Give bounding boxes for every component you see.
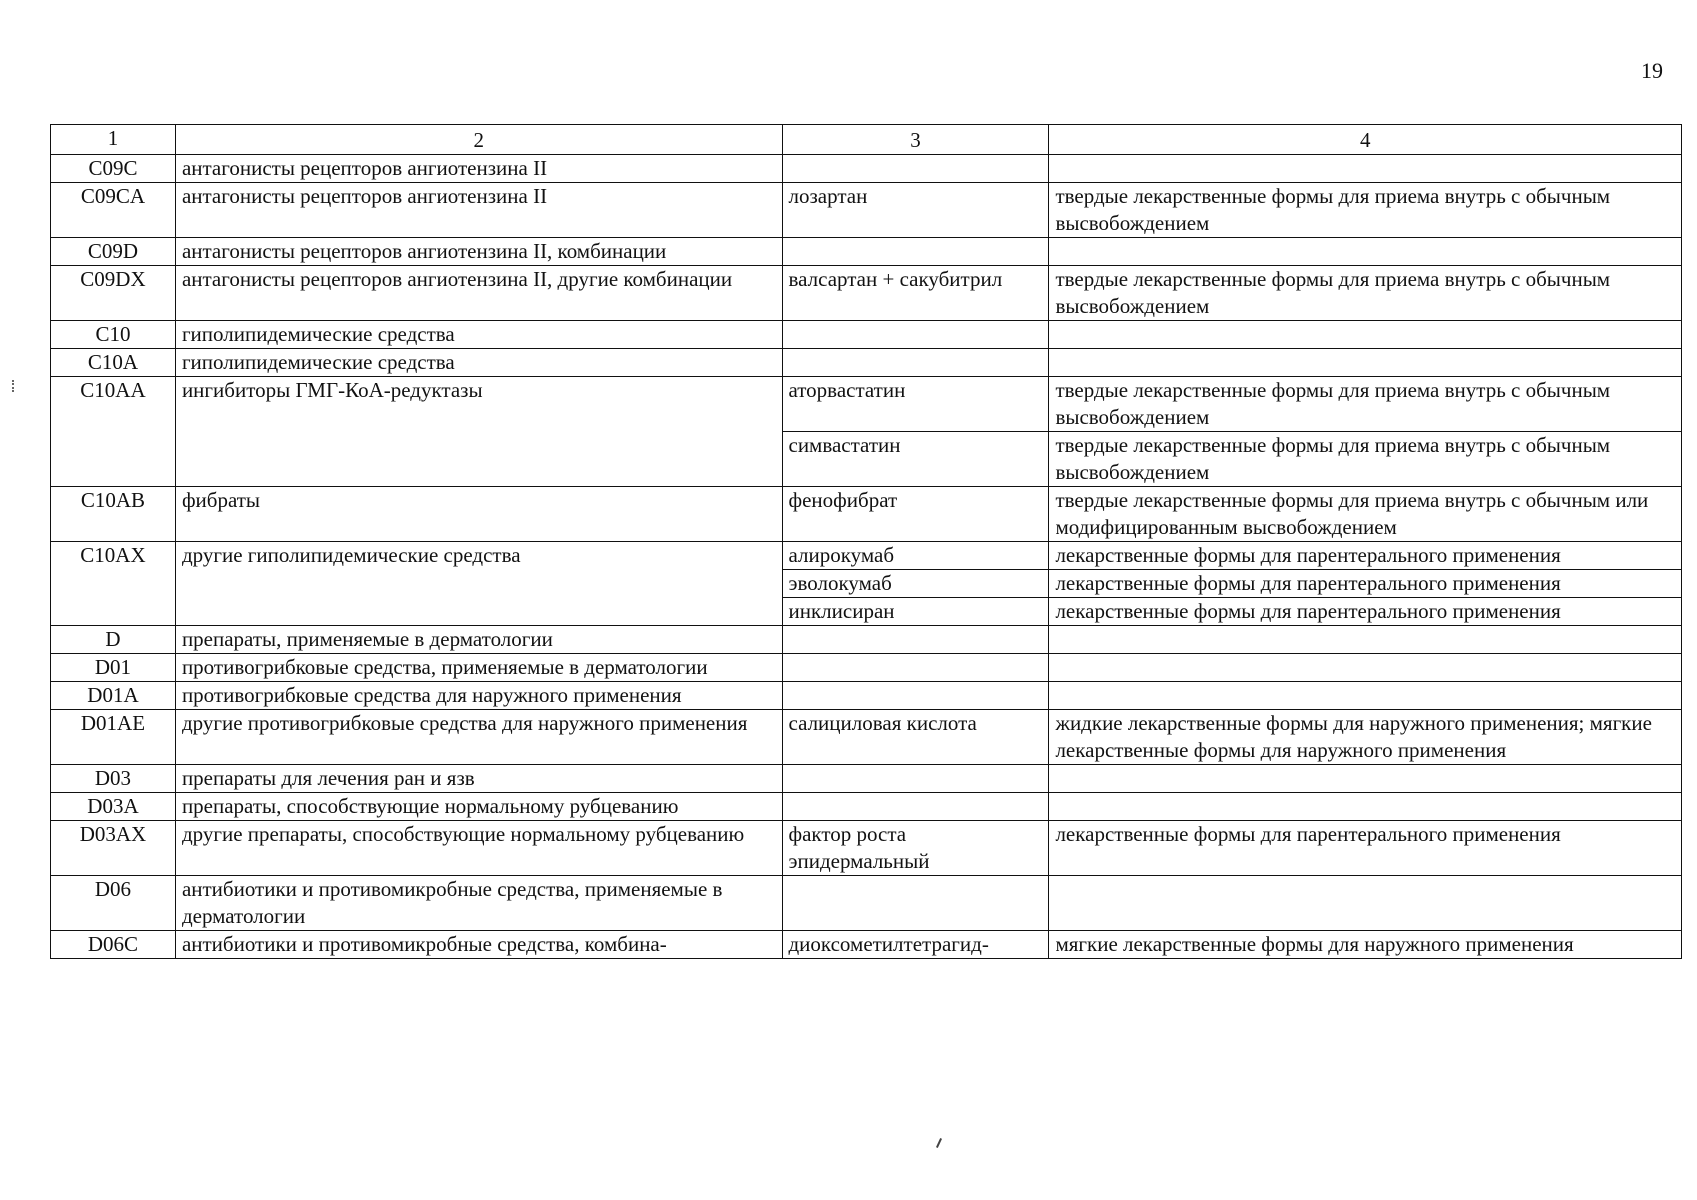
table-row [51, 876, 1682, 931]
table-row [51, 349, 1682, 377]
table-row [51, 710, 1682, 765]
group-name-cell: другие противогрибковые средства для наружного применения [175, 710, 782, 765]
group-name-cell: препараты, способствующие нормальному рубцеванию [175, 793, 782, 821]
dosage-forms-cell [1049, 765, 1682, 793]
dosage-forms-cell [1049, 155, 1682, 183]
table-row [51, 682, 1682, 710]
header-col-2: 2 [175, 125, 782, 155]
group-name-cell: антагонисты рецепторов ангиотензина II [175, 183, 782, 238]
atc-code-cell: C09C [51, 155, 176, 183]
drug-name-cell: фенофибрат [782, 487, 1049, 542]
header-col-4: 4 [1049, 125, 1682, 155]
atc-code-cell: C10A [51, 349, 176, 377]
dosage-forms-cell: твердые лекарственные формы для приема внутрь с обычным высвобождением [1049, 183, 1682, 238]
group-name-cell: антибиотики и противомикробные средства, комбина- [175, 931, 782, 959]
group-name-cell: фибраты [175, 487, 782, 542]
group-name-cell: гиполипидемические средства [175, 321, 782, 349]
drug-name-cell: алирокумаб [782, 542, 1049, 570]
group-name-cell: антагонисты рецепторов ангиотензина II, другие комбинации [175, 266, 782, 321]
dosage-forms-cell: мягкие лекарственные формы для наружного применения [1049, 931, 1682, 959]
drug-name-cell: эволокумаб [782, 570, 1049, 598]
table-row [51, 155, 1682, 183]
drug-name-cell [782, 876, 1049, 931]
atc-code-cell: C10AX [51, 542, 176, 626]
atc-code-cell: D03 [51, 765, 176, 793]
group-name-cell: противогрибковые средства, применяемые в дерматологии [175, 654, 782, 682]
table-row [51, 654, 1682, 682]
drug-name-cell: лозартан [782, 183, 1049, 238]
drug-name-cell: диоксометилтетрагид- [782, 931, 1049, 959]
table-row [51, 542, 1682, 570]
atc-code-cell: D06 [51, 876, 176, 931]
atc-code-cell: C09CA [51, 183, 176, 238]
dosage-forms-cell [1049, 876, 1682, 931]
dosage-forms-cell [1049, 682, 1682, 710]
dosage-forms-cell: лекарственные формы для парентерального применения [1049, 598, 1682, 626]
drug-name-cell: аторвастатин [782, 377, 1049, 432]
drug-name-cell: симвастатин [782, 432, 1049, 487]
dosage-forms-cell [1049, 793, 1682, 821]
atc-code-cell: C09DX [51, 266, 176, 321]
atc-code-cell: D03A [51, 793, 176, 821]
atc-code-cell: D01A [51, 682, 176, 710]
table-row [51, 765, 1682, 793]
atc-code-cell: D03AX [51, 821, 176, 876]
dosage-forms-cell [1049, 654, 1682, 682]
stray-mark [936, 1138, 942, 1148]
drug-name-cell: салициловая кислота [782, 710, 1049, 765]
page-number: 19 [1641, 58, 1663, 83]
drug-name-cell: фактор роста эпидермальный [782, 821, 1049, 876]
header-col-1: 1 [51, 125, 176, 155]
group-name-cell: препараты, применяемые в дерматологии [175, 626, 782, 654]
dosage-forms-cell: твердые лекарственные формы для приема внутрь с обычным или модифицированным высвобождением [1049, 487, 1682, 542]
table-row [51, 931, 1682, 959]
dosage-forms-cell: твердые лекарственные формы для приема внутрь с обычным высвобождением [1049, 432, 1682, 487]
table-row [51, 238, 1682, 266]
margin-mark [12, 380, 16, 392]
table-row [51, 266, 1682, 321]
group-name-cell: другие препараты, способствующие нормальному рубцеванию [175, 821, 782, 876]
group-name-cell: противогрибковые средства для наружного применения [175, 682, 782, 710]
group-name-cell: гиполипидемические средства [175, 349, 782, 377]
atc-code-cell: C10 [51, 321, 176, 349]
atc-code-cell: C10AB [51, 487, 176, 542]
group-name-cell: антибиотики и противомикробные средства, применяемые в дерматологии [175, 876, 782, 931]
table-row [51, 626, 1682, 654]
table-row [51, 821, 1682, 876]
drug-name-cell [782, 654, 1049, 682]
dosage-forms-cell: жидкие лекарственные формы для наружного применения; мягкие лекарственные формы для наружного применения [1049, 710, 1682, 765]
drug-name-cell [782, 626, 1049, 654]
drug-name-cell [782, 155, 1049, 183]
table-row [51, 183, 1682, 238]
drug-name-cell [782, 793, 1049, 821]
drug-name-cell [782, 238, 1049, 266]
atc-code-cell: C09D [51, 238, 176, 266]
table-row [51, 377, 1682, 432]
group-name-cell: другие гиполипидемические средства [175, 542, 782, 626]
dosage-forms-cell: твердые лекарственные формы для приема внутрь с обычным высвобождением [1049, 377, 1682, 432]
atc-code-cell: D [51, 626, 176, 654]
group-name-cell: препараты для лечения ран и язв [175, 765, 782, 793]
table-header-row [51, 125, 1682, 155]
drug-classification-table [50, 124, 1682, 959]
dosage-forms-cell: твердые лекарственные формы для приема внутрь с обычным высвобождением [1049, 266, 1682, 321]
table-row [51, 321, 1682, 349]
dosage-forms-cell: лекарственные формы для парентерального применения [1049, 821, 1682, 876]
table-row [51, 793, 1682, 821]
group-name-cell: ингибиторы ГМГ-КоА-редуктазы [175, 377, 782, 487]
drug-name-cell: валсартан + сакубитрил [782, 266, 1049, 321]
drug-name-cell [782, 765, 1049, 793]
group-name-cell: антагонисты рецепторов ангиотензина II [175, 155, 782, 183]
atc-code-cell: D01AE [51, 710, 176, 765]
drug-name-cell: инклисиран [782, 598, 1049, 626]
drug-name-cell [782, 682, 1049, 710]
dosage-forms-cell: лекарственные формы для парентерального применения [1049, 570, 1682, 598]
table-row [51, 487, 1682, 542]
group-name-cell: антагонисты рецепторов ангиотензина II, комбинации [175, 238, 782, 266]
header-col-3: 3 [782, 125, 1049, 155]
drug-name-cell [782, 321, 1049, 349]
dosage-forms-cell [1049, 349, 1682, 377]
drug-name-cell [782, 349, 1049, 377]
atc-code-cell: C10AA [51, 377, 176, 487]
atc-code-cell: D06C [51, 931, 176, 959]
atc-code-cell: D01 [51, 654, 176, 682]
dosage-forms-cell [1049, 626, 1682, 654]
dosage-forms-cell [1049, 238, 1682, 266]
dosage-forms-cell [1049, 321, 1682, 349]
dosage-forms-cell: лекарственные формы для парентерального применения [1049, 542, 1682, 570]
